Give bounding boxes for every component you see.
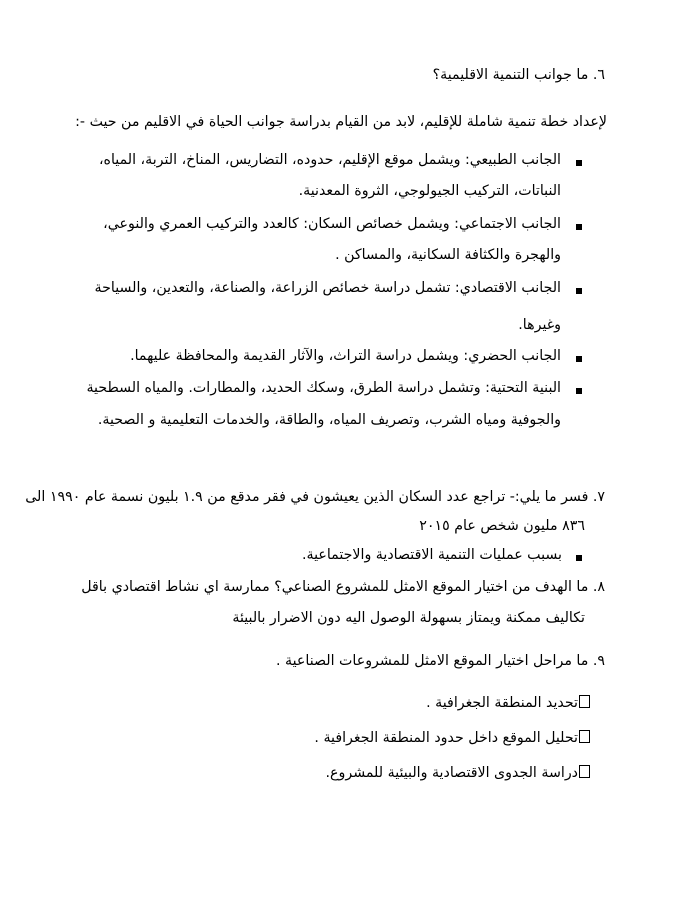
- question-8-text: ٨. ما الهدف من اختيار الموقع الامثل للمشروع الصناعي؟ ممارسة اي نشاط اقتصادي باقل: [81, 579, 605, 595]
- step-item: [60, 723, 590, 753]
- square-bullet-icon: [576, 224, 582, 230]
- question-7-answer: بسبب عمليات التنمية الاقتصادية والاجتماعية.: [301, 547, 562, 563]
- step-text: تحليل الموقع داخل حدود المنطقة الجغرافية .: [314, 730, 578, 746]
- bullet-text: النباتات، التركيب الجيولوجي، الثروة المعدنية.: [298, 183, 561, 199]
- bullet-text: والجوفية ومياه الشرب، وتصريف المياه، والطاقة، والخدمات التعليمية و الصحية.: [97, 412, 561, 428]
- bullet-text: الجانب الاقتصادي: تشمل دراسة خصائص الزراعة، والصناعة، والتعدين، والسياحة: [94, 280, 561, 296]
- bullet-text: الجانب الطبيعي: ويشمل موقع الإقليم، حدوده، التضاريس، المناخ، التربة، المياه،: [98, 152, 561, 168]
- square-bullet-icon: [576, 555, 582, 561]
- missing-glyph-box-icon: [579, 765, 590, 778]
- bullet-text: وغيرها.: [518, 317, 561, 333]
- step-text: دراسة الجدوى الاقتصادية والبيئية للمشروع.: [325, 765, 578, 781]
- bullet-text: البنية التحتية: وتشمل دراسة الطرق، وسكك الحديد، والمطارات. والمياه السطحية: [86, 380, 561, 396]
- step-item: [60, 688, 590, 718]
- bullet-text: الجانب الحضري: ويشمل دراسة التراث، والآثار القديمة والمحافظة عليهما.: [130, 348, 561, 364]
- square-bullet-icon: [576, 388, 582, 394]
- step-item: [60, 758, 590, 788]
- square-bullet-icon: [576, 288, 582, 294]
- question-8-answer: تكاليف ممكنة ويمتاز بسهولة الوصول اليه دون الاضرار بالبيئة: [232, 610, 585, 626]
- question-6-intro: لإعداد خطة تنمية شاملة للإقليم، لابد من القيام بدراسة جوانب الحياة في الاقليم من حيث -:: [75, 114, 607, 130]
- question-7-text: ٧. فسر ما يلي:- تراجع عدد السكان الذين يعيشون في فقر مدقع من ١.٩ بليون نسمة عام ١٩٩٠ الى: [25, 489, 605, 505]
- square-bullet-icon: [576, 160, 582, 166]
- bullet-text: والهجرة والكثافة السكانية، والمساكن .: [335, 247, 561, 263]
- square-bullet-icon: [576, 356, 582, 362]
- missing-glyph-box-icon: [579, 730, 590, 743]
- question-6-title: ٦. ما جوانب التنمية الاقليمية؟: [432, 67, 605, 83]
- question-9-title: ٩. ما مراحل اختيار الموقع الامثل للمشروعات الصناعية .: [276, 653, 605, 669]
- step-text: تحديد المنطقة الجغرافية .: [426, 695, 578, 711]
- question-7-text-continued: ٨٣٦ مليون شخص عام ٢٠١٥: [419, 518, 585, 534]
- bullet-text: الجانب الاجتماعي: ويشمل خصائص السكان: كالعدد والتركيب العمري والنوعي،: [103, 216, 561, 232]
- missing-glyph-box-icon: [579, 695, 590, 708]
